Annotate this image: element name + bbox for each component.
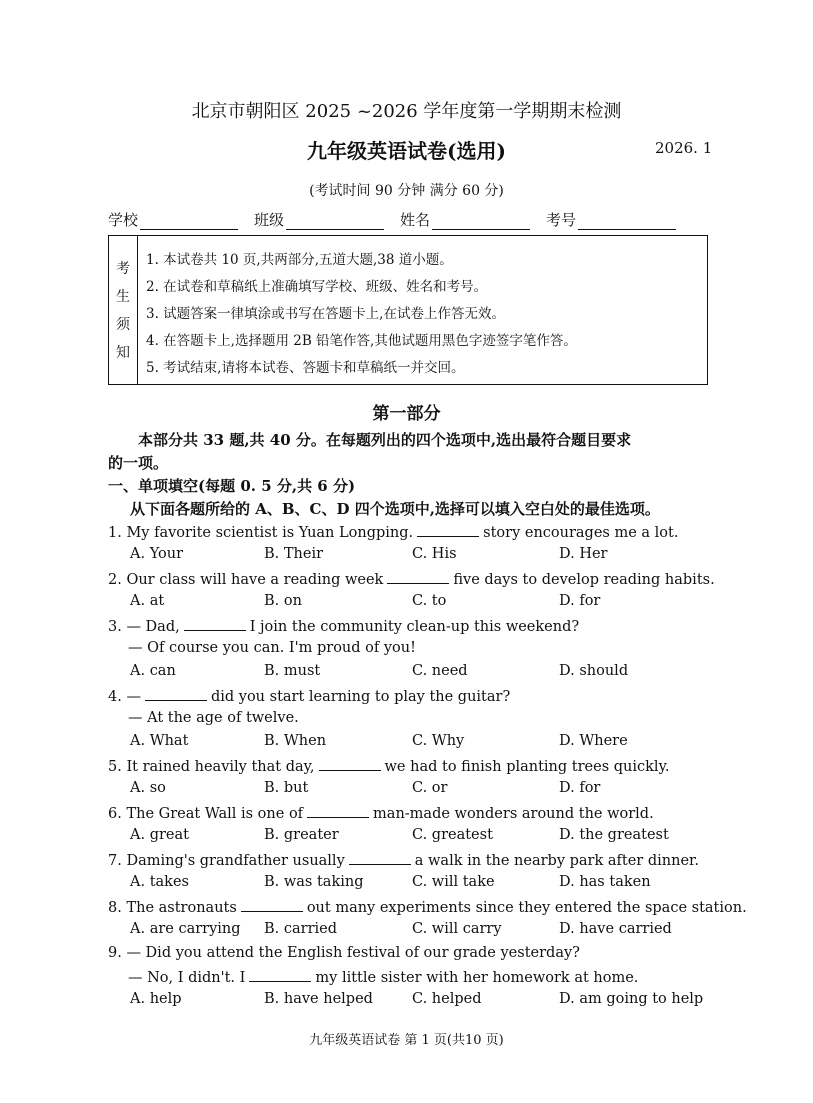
question-stem-end: we had to finish planting trees quickly. bbox=[384, 759, 670, 775]
question-1 bbox=[108, 523, 678, 541]
question-stem: 2. Our class will have a reading week bbox=[108, 572, 384, 588]
question-stem-end: man-made wonders around the world. bbox=[373, 806, 654, 822]
question-4 bbox=[108, 687, 510, 705]
question-stem-end: a walk in the nearby park after dinner. bbox=[414, 853, 699, 869]
option-a: A. What bbox=[130, 733, 189, 749]
answer-blank bbox=[387, 570, 449, 584]
exam-number-line bbox=[578, 213, 676, 230]
exam-title: 北京市朝阳区 2025 ~2026 学年度第一学期期末检测 bbox=[191, 101, 622, 122]
answer-blank bbox=[319, 757, 381, 771]
option-c: C. will carry bbox=[412, 921, 502, 937]
option-c: C. will take bbox=[412, 874, 495, 890]
notice-side-char: 须 bbox=[116, 317, 130, 333]
class-line bbox=[286, 213, 384, 230]
option-a: A. takes bbox=[130, 874, 189, 890]
exam-number-label: 考号 bbox=[546, 211, 577, 229]
section-title: 一、单项填空(每题 0. 5 分,共 6 分) bbox=[108, 477, 356, 495]
reply-end: my little sister with her homework at home. bbox=[315, 970, 639, 986]
question-5 bbox=[108, 757, 669, 775]
notice-side-char: 考 bbox=[116, 261, 130, 277]
option-d: D. have carried bbox=[559, 921, 672, 937]
option-a: A. at bbox=[130, 593, 165, 609]
option-a: A. can bbox=[130, 663, 176, 679]
name-line bbox=[432, 213, 530, 230]
question-stem: 3. — Dad, bbox=[108, 619, 180, 635]
option-c: C. to bbox=[412, 593, 447, 609]
reply-start: — No, I didn't. I bbox=[128, 970, 246, 986]
question-stem-end: out many experiments since they entered the space station. bbox=[306, 900, 747, 916]
notice-rule: 5. 考试结束,请将本试卷、答题卡和草稿纸一并交回。 bbox=[146, 360, 465, 376]
answer-blank bbox=[249, 968, 311, 982]
option-c: C. need bbox=[412, 663, 468, 679]
part-intro-cont: 的一项。 bbox=[108, 454, 169, 472]
question-stem: 7. Daming's grandfather usually bbox=[108, 853, 345, 869]
option-d: D. Where bbox=[559, 733, 628, 749]
option-b: B. must bbox=[264, 663, 321, 679]
option-a: A. so bbox=[130, 780, 166, 796]
answer-blank bbox=[349, 851, 411, 865]
question-stem: 5. It rained heavily that day, bbox=[108, 759, 315, 775]
class-label: 班级 bbox=[254, 211, 285, 229]
question-stem: 9. — Did you attend the English festival of our grade yesterday? bbox=[108, 945, 580, 961]
option-d: D. has taken bbox=[559, 874, 651, 890]
question-3 bbox=[108, 617, 579, 635]
exam-subtitle: 九年级英语试卷(选用) bbox=[307, 139, 506, 163]
option-b: B. but bbox=[264, 780, 309, 796]
question-stem: 4. — bbox=[108, 689, 141, 705]
question-stem: 8. The astronauts bbox=[108, 900, 237, 916]
exam-date: 2026. 1 bbox=[655, 139, 713, 157]
question-stem-end: story encourages me a lot. bbox=[483, 525, 679, 541]
question-stem-end: I join the community clean-up this weekend? bbox=[249, 619, 580, 635]
notice-rule: 4. 在答题卡上,选择题用 2B 铅笔作答,其他试题用黑色字迹签字笔作答。 bbox=[146, 333, 577, 349]
name-label: 姓名 bbox=[400, 211, 431, 229]
option-b: B. carried bbox=[264, 921, 338, 937]
option-c: C. His bbox=[412, 546, 457, 562]
school-line bbox=[140, 213, 238, 230]
option-c: C. or bbox=[412, 780, 448, 796]
answer-blank bbox=[184, 617, 246, 631]
notice-side-label bbox=[109, 236, 138, 384]
option-b: B. was taking bbox=[264, 874, 364, 890]
answer-blank bbox=[307, 804, 369, 818]
answer-blank bbox=[145, 687, 207, 701]
part-title: 第一部分 bbox=[372, 404, 441, 424]
dialogue-reply: — At the age of twelve. bbox=[128, 710, 299, 726]
candidate-notice-box bbox=[108, 235, 708, 385]
option-a: A. help bbox=[130, 991, 182, 1007]
answer-blank bbox=[417, 523, 479, 537]
option-a: A. are carrying bbox=[130, 921, 241, 937]
dialogue-reply bbox=[128, 968, 638, 986]
option-c: C. Why bbox=[412, 733, 465, 749]
option-d: D. for bbox=[559, 593, 601, 609]
question-stem-end: five days to develop reading habits. bbox=[453, 572, 715, 588]
question-7 bbox=[108, 851, 699, 869]
option-b: B. have helped bbox=[264, 991, 373, 1007]
notice-rule: 2. 在试卷和草稿纸上准确填写学校、班级、姓名和考号。 bbox=[146, 279, 488, 295]
option-a: A. great bbox=[130, 827, 189, 843]
notice-side-char: 生 bbox=[116, 289, 130, 305]
option-c: C. helped bbox=[412, 991, 482, 1007]
question-8 bbox=[108, 898, 747, 916]
option-a: A. Your bbox=[130, 546, 184, 562]
class-field bbox=[254, 209, 384, 230]
option-d: D. the greatest bbox=[559, 827, 669, 843]
page-footer: 九年级英语试卷 第 1 页(共10 页) bbox=[309, 1033, 504, 1048]
option-b: B. When bbox=[264, 733, 327, 749]
option-d: D. Her bbox=[559, 546, 608, 562]
question-6 bbox=[108, 804, 654, 822]
option-b: B. greater bbox=[264, 827, 339, 843]
option-d: D. for bbox=[559, 780, 601, 796]
student-info-fields bbox=[108, 209, 692, 230]
option-c: C. greatest bbox=[412, 827, 493, 843]
question-stem-end: did you start learning to play the guitar? bbox=[210, 689, 511, 705]
answer-blank bbox=[241, 898, 303, 912]
question-stem: 6. The Great Wall is one of bbox=[108, 806, 304, 822]
school-label: 学校 bbox=[108, 211, 139, 229]
question-2 bbox=[108, 570, 715, 588]
notice-side-char: 知 bbox=[116, 345, 130, 361]
option-b: B. on bbox=[264, 593, 302, 609]
part-intro: 本部分共 33 题,共 40 分。在每题列出的四个选项中,选出最符合题目要求 bbox=[138, 431, 632, 449]
name-field bbox=[400, 209, 530, 230]
option-d: D. should bbox=[559, 663, 629, 679]
option-b: B. Their bbox=[264, 546, 324, 562]
exam-time-info: (考试时间 90 分钟 满分 60 分) bbox=[309, 183, 504, 199]
section-instruction: 从下面各题所给的 A、B、C、D 四个选项中,选择可以填入空白处的最佳选项。 bbox=[130, 500, 660, 518]
question-9 bbox=[108, 945, 580, 961]
notice-rule: 3. 试题答案一律填涂或书写在答题卡上,在试卷上作答无效。 bbox=[146, 306, 505, 322]
exam-number-field bbox=[546, 209, 676, 230]
dialogue-reply: — Of course you can. I'm proud of you! bbox=[128, 640, 416, 656]
option-d: D. am going to help bbox=[559, 991, 704, 1007]
question-stem: 1. My favorite scientist is Yuan Longping. bbox=[108, 525, 414, 541]
school-field bbox=[108, 209, 238, 230]
notice-rule: 1. 本试卷共 10 页,共两部分,五道大题,38 道小题。 bbox=[146, 252, 453, 268]
